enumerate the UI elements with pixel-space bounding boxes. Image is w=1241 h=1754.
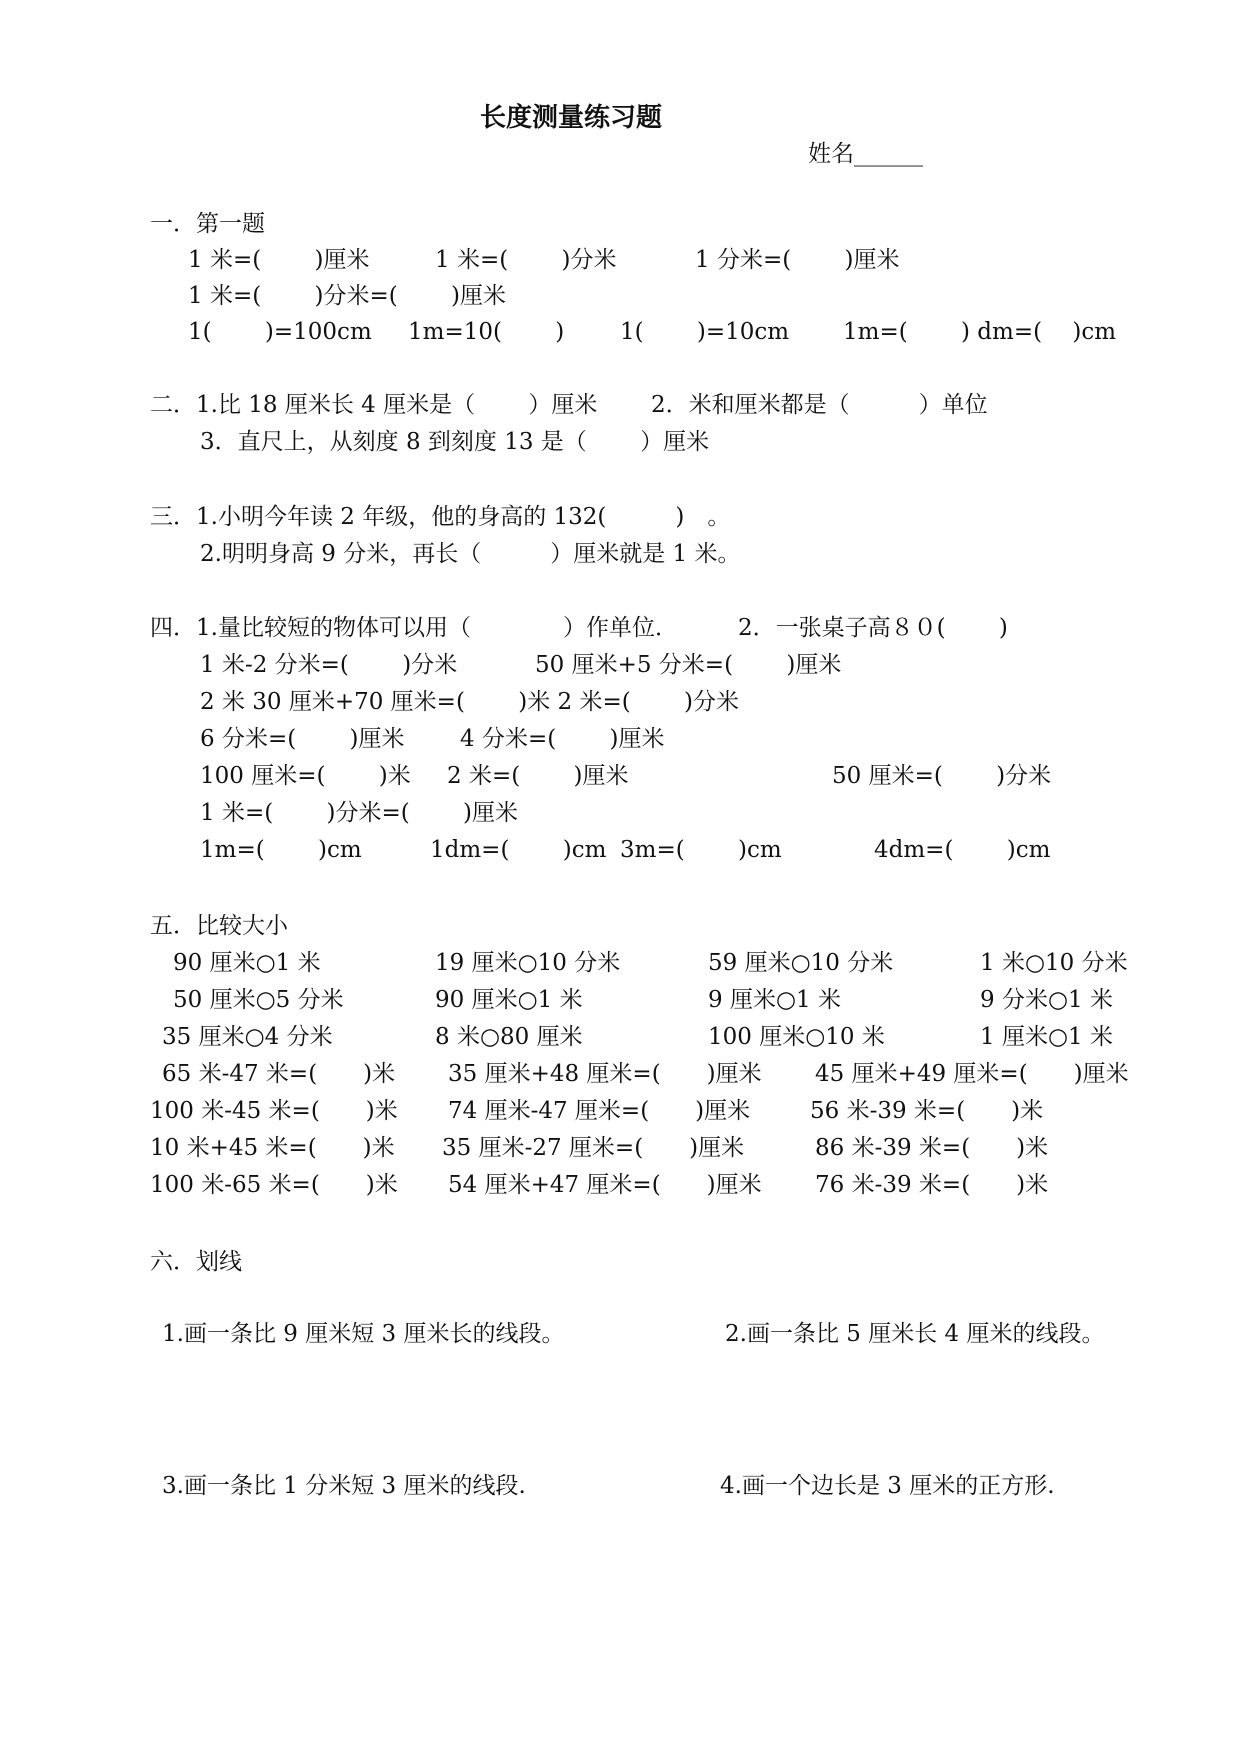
s2-q1: 二．1.比 18 厘米长 4 厘米是（ ）厘米 [150, 392, 598, 418]
s1-r3-b: 1m=10( ) [408, 319, 565, 345]
s4-r4-c: 50 厘米=( )分米 [832, 763, 1052, 789]
section-5-heading: 五．比较大小 [150, 913, 288, 939]
section-6-heading: 六．划线 [150, 1249, 242, 1275]
s2-q3: 3．直尺上，从刻度 8 到刻度 13 是（ ）厘米 [200, 429, 710, 455]
s5-c3-b: 8 米○80 厘米 [435, 1024, 583, 1050]
s5-c2-b: 90 厘米○1 米 [435, 987, 583, 1013]
s1-r3-d: 1m=( ) dm=( )cm [843, 319, 1117, 345]
s5-c2-d: 9 分米○1 米 [980, 987, 1113, 1013]
s5-c3-c: 100 厘米○10 米 [708, 1024, 885, 1050]
s5-a1-a: 65 米-47 米=( )米 [162, 1061, 396, 1087]
s4-r6-b: 1dm=( )cm [430, 837, 607, 863]
s5-a2-c: 56 米-39 米=( )米 [810, 1098, 1044, 1124]
section-1-heading: 一．第一题 [150, 211, 265, 237]
s5-a2-a: 100 米-45 米=( )米 [150, 1098, 398, 1124]
s5-a3-a: 10 米+45 米=( )米 [150, 1135, 395, 1161]
s5-c1-a: 90 厘米○1 米 [173, 950, 321, 976]
s4-r6-c: 3m=( )cm [620, 837, 782, 863]
s5-a4-c: 76 米-39 米=( )米 [815, 1172, 1049, 1198]
s4-r1-a: 1 米-2 分米=( )分米 [200, 652, 458, 678]
s5-a4-a: 100 米-65 米=( )米 [150, 1172, 398, 1198]
s5-c2-c: 9 厘米○1 米 [708, 987, 841, 1013]
s1-r3-c: 1( )=10cm [620, 319, 790, 345]
s5-c1-b: 19 厘米○10 分米 [435, 950, 621, 976]
s5-c1-d: 1 米○10 分米 [980, 950, 1128, 976]
s4-q1: 四．1.量比较短的物体可以用（ ）作单位． [150, 615, 678, 641]
s2-q2: 2．米和厘米都是（ ）单位 [651, 392, 988, 418]
s4-r3-b: 4 分米=( )厘米 [460, 726, 665, 752]
s4-r4-b: 2 米=( )厘米 [447, 763, 629, 789]
s1-r2-a: 1 米=( )分米=( )厘米 [188, 283, 507, 309]
s3-q2: 2.明明身高 9 分米，再长（ ）厘米就是 1 米。 [200, 541, 741, 567]
s6-q3: 3.画一条比 1 分米短 3 厘米的线段. [162, 1473, 526, 1499]
s4-r5-a: 1 米=( )分米=( )厘米 [200, 800, 519, 826]
s1-r1-b: 1 米=( )分米 [435, 247, 617, 273]
s6-q4: 4.画一个边长是 3 厘米的正方形. [720, 1473, 1055, 1499]
s6-q2: 2.画一条比 5 厘米长 4 厘米的线段。 [725, 1321, 1105, 1347]
s4-r1-b: 50 厘米+5 分米=( )厘米 [535, 652, 842, 678]
s5-c2-a: 50 厘米○5 分米 [173, 987, 344, 1013]
s4-r3-a: 6 分米=( )厘米 [200, 726, 405, 752]
s1-r1-c: 1 分米=( )厘米 [695, 247, 900, 273]
s5-a3-b: 35 厘米-27 厘米=( )厘米 [442, 1135, 745, 1161]
s5-a2-b: 74 厘米-47 厘米=( )厘米 [448, 1098, 751, 1124]
s5-c1-c: 59 厘米○10 分米 [708, 950, 894, 976]
s5-a1-b: 35 厘米+48 厘米=( )厘米 [448, 1061, 762, 1087]
s5-c3-a: 35 厘米○4 分米 [162, 1024, 333, 1050]
s5-a3-c: 86 米-39 米=( )米 [815, 1135, 1049, 1161]
s5-a1-c: 45 厘米+49 厘米=( )厘米 [815, 1061, 1129, 1087]
name-field: 姓名______ [808, 141, 923, 167]
s4-r2-a: 2 米 30 厘米+70 厘米=( )米 2 米=( )分米 [200, 689, 739, 715]
s5-c3-d: 1 厘米○1 米 [980, 1024, 1113, 1050]
s4-r4-a: 100 厘米=( )米 [200, 763, 411, 789]
s3-q1: 三．1.小明今年读 2 年级，他的身高的 132( ) 。 [150, 504, 731, 530]
s1-r3-a: 1( )=100cm [188, 319, 372, 345]
s4-r6-d: 4dm=( )cm [874, 837, 1051, 863]
s1-r1-a: 1 米=( )厘米 [188, 247, 370, 273]
s4-r6-a: 1m=( )cm [200, 837, 362, 863]
s6-q1: 1.画一条比 9 厘米短 3 厘米长的线段。 [162, 1321, 565, 1347]
page-title: 长度测量练习题 [480, 103, 663, 133]
s5-a4-b: 54 厘米+47 厘米=( )厘米 [448, 1172, 762, 1198]
s4-q2: 2．一张桌子高８０( ) [738, 615, 1008, 641]
